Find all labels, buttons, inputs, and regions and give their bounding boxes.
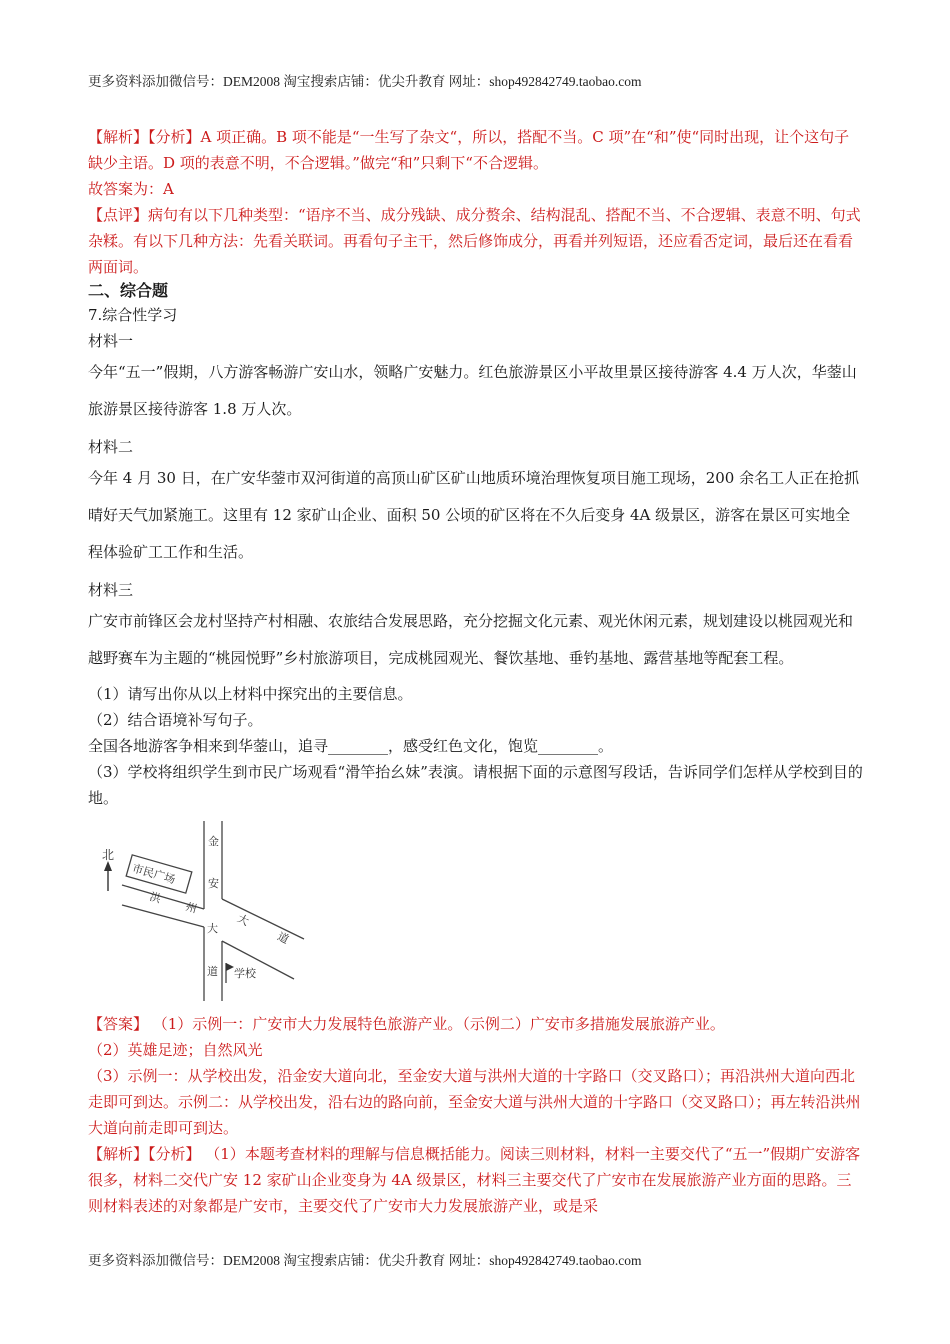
north-arrow-icon	[104, 861, 112, 891]
analysis-2: 【解析】【分析】 （1）本题考查材料的理解与信息概括能力。阅读三则材料，材料一主要交代了“五一”假期广安游客很多，材料二交代广安 12 家矿山企业变身为 4A 级景区，材料三主要交代了广安市在发展旅游产业方面的思路。三则材料表述的对象都是广安市，主要交代了广安市大力发展旅游产业，或是采	[88, 1145, 861, 1215]
road-label-hz-dao: 道	[275, 929, 291, 947]
school-label: 学校	[234, 967, 256, 980]
material2-text: 今年 4 月 30 日，在广安华蓥市双河街道的高顶山矿区矿山地质环境治理恢复项目施工现场，200 余名工人正在抢抓晴好天气加紧施工。这里有 12 家矿山企业、面积 50 公顷的矿区将在不久后变身 4A 级景区，游客在景区可实地全程体验矿工工作和生活。	[88, 469, 860, 561]
page-footer: 更多资料添加微信号：DEM2008 淘宝搜索店铺：优尖升教育 网址：shop492842749.taobao.com	[88, 1253, 642, 1268]
answer-paragraph: 【答案】 （1）示例一：广安市大力发展特色旅游产业。（示例二）广安市多措施发展旅游产业。	[88, 1015, 725, 1033]
material1-text: 今年“五一”假期，八方游客畅游广安山水，领略广安魅力。红色旅游景区小平故里景区接待游客 4.4 万人次，华蓥山旅游景区接待游客 1.8 万人次。	[88, 363, 857, 418]
material1-title: 材料一	[88, 332, 134, 350]
plaza-label: 市民广场	[130, 861, 177, 887]
question-1: （1）请写出你从以上材料中探究出的主要信息。	[88, 685, 413, 703]
road-label-zhou: 州	[184, 900, 199, 916]
school-flag-icon	[226, 963, 234, 983]
road-label-an: 安	[208, 877, 219, 890]
north-label: 北	[102, 848, 115, 862]
document-body	[88, 124, 864, 1219]
answer-2: （2）英雄足迹；自然风光	[88, 1041, 263, 1059]
question-3: （3）学校将组织学生到市民广场观看“滑竿抬幺妹”表演。请根据下面的示意图写段话，告诉同学们怎样从学校到目的地。	[88, 763, 863, 807]
page-header: 更多资料添加微信号：DEM2008 淘宝搜索店铺：优尖升教育 网址：shop492842749.taobao.com	[88, 74, 642, 89]
material2-title: 材料二	[88, 438, 134, 456]
comment-paragraph: 【点评】病句有以下几种类型：“语序不当、成分残缺、成分赘余、结构混乱、搭配不当、不合逻辑、表意不明、句式杂糅。有以下几种方法：先看关联词。再看句子主干，然后修饰成分，再看并列短语，还应看否定词，最后还在看看两面词。	[88, 206, 861, 276]
question-2: （2）结合语境补写句子。	[88, 711, 263, 729]
road-label-da: 大	[207, 922, 218, 935]
material3-text: 广安市前锋区会龙村坚持产村相融、农旅结合发展思路，充分挖掘文化元素、观光休闲元素，规划建设以桃园观光和越野赛车为主题的“桃园悦野”乡村旅游项目，完成桃园观光、餐饮基地、垂钓基地、露营基地等配套工程。	[88, 612, 854, 667]
answer-line: 故答案为：A	[88, 180, 174, 198]
section-title: 二、综合题	[88, 281, 169, 300]
route-map	[94, 819, 314, 1005]
road-label-dao: 道	[207, 965, 218, 978]
answer-3: （3）示例一：从学校出发，沿金安大道向北，至金安大道与洪州大道的十字路口（交叉路口）；再沿洪州大道向西北走即可到达。示例二：从学校出发，沿右边的路向前，至金安大道与洪州大道的十字路口（交叉路口）；再左转沿洪州大道向前走即可到达。	[88, 1067, 861, 1137]
question-2-sentence: 全国各地游客争相来到华蓥山，追寻________，感受红色文化，饱览________。	[88, 737, 614, 755]
road-label-jin: 金	[208, 835, 219, 848]
road-label-hz-da: 大	[235, 911, 251, 929]
question-title: 7.综合性学习	[88, 306, 178, 324]
analysis-paragraph: 【解析】【分析】A 项正确。B 项不能是“一生写了杂文“，所以，搭配不当。C 项”在“和”使“同时出现，让个这句子缺少主语。D 项的表意不明，不合逻辑。”做完“和”只剩下“不合逻辑。	[88, 128, 850, 172]
material3-title: 材料三	[88, 581, 134, 599]
road-label-hong: 洪	[148, 890, 163, 906]
